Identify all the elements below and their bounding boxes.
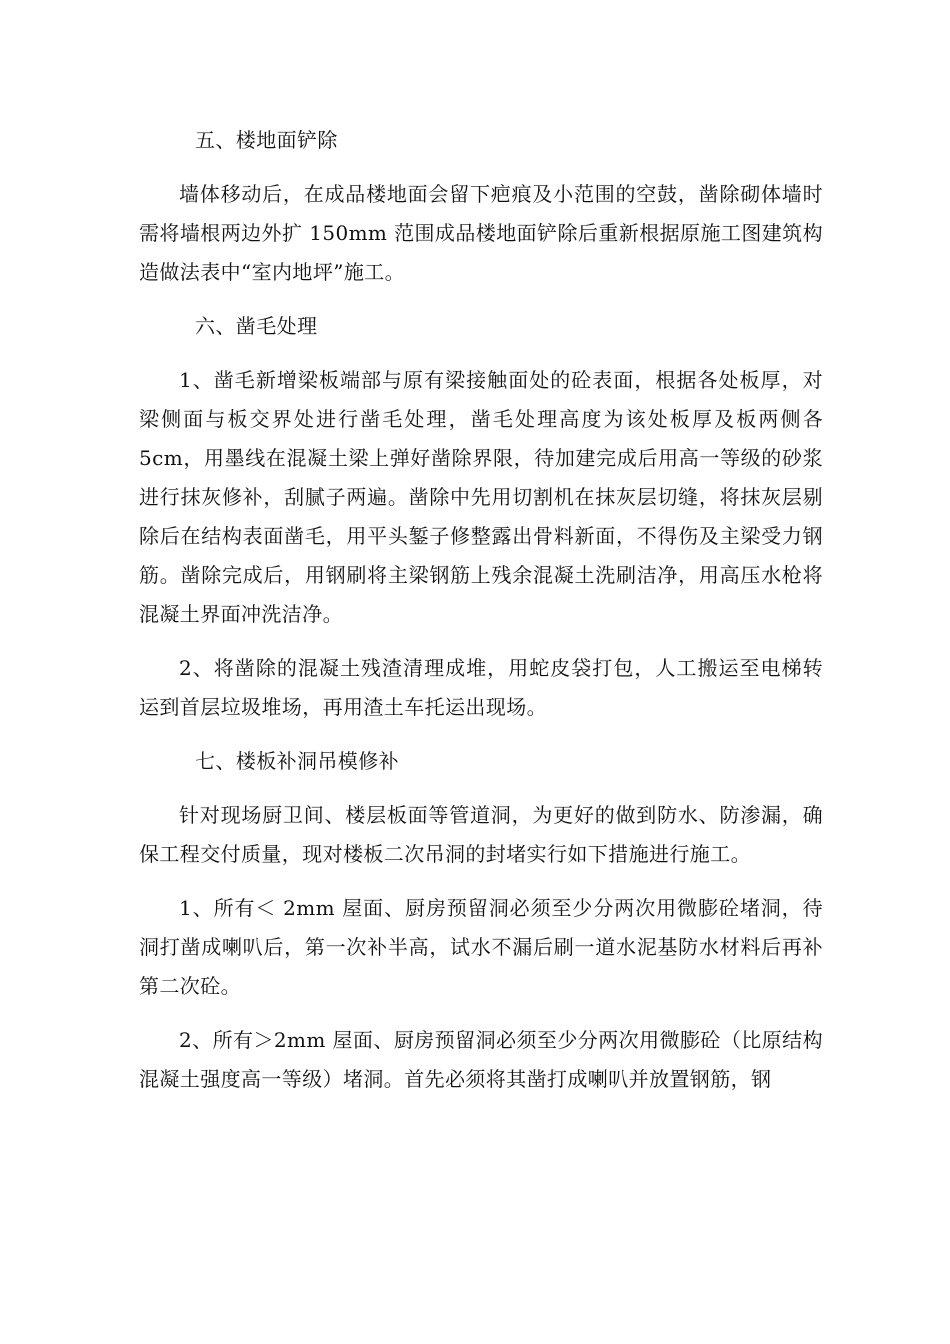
paragraph-chiseling-2: 2、将凿除的混凝土残渣清理成堆，用蛇皮袋打包，人工搬运至电梯转运到首层垃圾堆场，再用渣土车托运出现场。 — [139, 656, 823, 719]
paragraph-slab-repair-2: 2、所有＞2mm 屋面、厨房预留洞必须至少分两次用微膨砼（比原结构混凝土强度高一等级）堵洞。首先必须将其凿打成喇叭并放置钢筋，钢 — [139, 1028, 823, 1091]
section-heading-7: 七、楼板补洞吊模修补 — [195, 749, 399, 773]
paragraph-slab-repair-intro: 针对现场厨卫间、楼层板面等管道洞，为更好的做到防水、防渗漏，确保工程交付质量，现对楼板二次吊洞的封堵实行如下措施进行施工。 — [139, 803, 823, 866]
paragraph-floor-removal: 墙体移动后，在成品楼地面会留下疤痕及小范围的空鼓，凿除砌体墙时需将墙根两边外扩 150mm 范围成品楼地面铲除后重新根据原施工图建筑构造做法表中“室内地坪”施工。 — [139, 182, 823, 284]
document-body — [139, 121, 823, 1114]
section-heading-5: 五、楼地面铲除 — [195, 128, 338, 152]
paragraph-slab-repair-1: 1、所有＜ 2mm 屋面、厨房预留洞必须至少分两次用微膨砼堵洞，待洞打凿成喇叭后，第一次补半高，试水不漏后刷一道水泥基防水材料后再补第二次砼。 — [139, 896, 823, 998]
paragraph-chiseling-1: 1、凿毛新增梁板端部与原有梁接触面处的砼表面，根据各处板厚，对梁侧面与板交界处进行凿毛处理，凿毛处理高度为该处板厚及板两侧各5cm，用墨线在混凝土梁上弹好凿除界限，待加建完成后用高一等级的砂浆进行抹灰修补，刮腻子两遍。凿除中先用切割机在抹灰层切缝，将抹灰层剔除后在结构表面凿毛，用平头錾子修整露出骨料新面，不得伤及主梁受力钢筋。凿除完成后，用钢刷将主梁钢筋上残余混凝土洗刷洁净，用高压水枪将混凝土界面冲洗洁净。 — [139, 368, 823, 626]
section-heading-6: 六、凿毛处理 — [195, 314, 318, 338]
